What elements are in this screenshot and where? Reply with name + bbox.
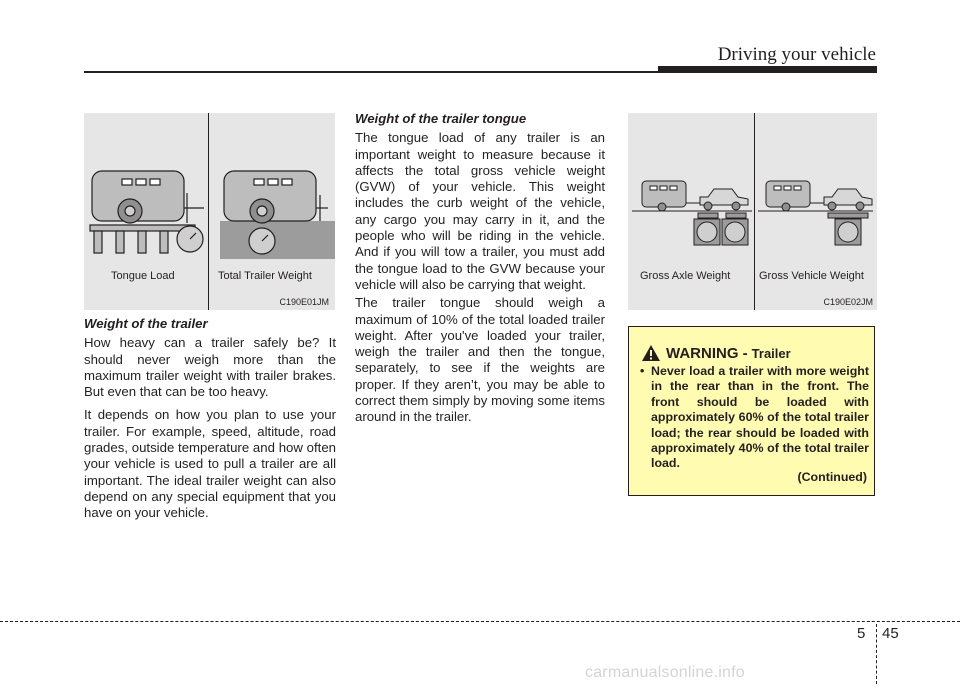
header-rule [84, 71, 660, 73]
section-trailer-tongue [355, 111, 605, 433]
figure-label-tongue-load: Tongue Load [111, 270, 175, 282]
page-number-separator [876, 624, 877, 684]
figure-gross-weight [628, 113, 877, 310]
section-trailer-weight [84, 316, 336, 529]
warning-body [639, 364, 869, 472]
page-header-title: Driving your vehicle [717, 44, 876, 65]
header-rule-accent [658, 66, 877, 73]
warning-title: WARNING - [666, 344, 748, 362]
figure-tongue-load [84, 113, 335, 310]
footer-rule [0, 621, 960, 622]
figure-code: C190E01JM [279, 297, 329, 307]
warning-triangle-icon [641, 344, 661, 362]
figure-label-total-trailer-weight: Total Trailer Weight [218, 270, 312, 282]
section-heading: Weight of the trailer [84, 316, 208, 331]
warning-subtitle: Trailer [751, 345, 791, 361]
figure-label-gross-vehicle-weight: Gross Vehicle Weight [759, 270, 864, 282]
section-heading: Weight of the trailer tongue [355, 111, 527, 126]
warning-item: • Never load a trailer with more weight in the rear than in the front. The front should be loaded with approximately 60% of the total trailer load; the rear should be loaded with approximately 40% of the total trailer load. [651, 364, 869, 472]
paragraph: The tongue load of any trailer is an important weight to measure because it affects the total gross vehicle weight (GVW) of your vehicle. This weight includes the curb weight of the vehicle, any cargo you may carry in it, and the people who will be riding in the vehicle. And if you will tow a trailer, you must add the tongue load to the GVW because your vehicle will also be carrying that weight. [355, 130, 605, 292]
figure-divider [208, 113, 209, 310]
warning-header [641, 344, 791, 362]
page-section-number: 5 [857, 625, 866, 642]
paragraph: How heavy can a trailer safely be? It should never weigh more than the maximum trailer weight with trailer brakes. But even that can be too heavy. [84, 335, 336, 400]
paragraph: The trailer tongue should weigh a maximum of 10% of the total loaded trailer weight. After you've loaded your trailer, weigh the trailer and then the tongue, separately, to see if the weights are proper. If they aren’t, you may be able to correct them simply by moving some items around in the trailer. [355, 295, 605, 425]
figure-label-gross-axle-weight: Gross Axle Weight [640, 270, 731, 282]
figure-code: C190E02JM [823, 297, 873, 307]
warning-box [628, 326, 875, 496]
figure-divider [754, 113, 755, 310]
paragraph: It depends on how you plan to use your trailer. For example, speed, altitude, road grades, outside temperature and how often your vehicle is used to pull a trailer are all important. The ideal trailer weight can also depend on any special equipment that you have on your vehicle. [84, 407, 336, 521]
warning-continued: (Continued) [797, 470, 867, 484]
watermark: carmanualsonline.info [585, 664, 745, 681]
page-number: 45 [882, 625, 899, 642]
